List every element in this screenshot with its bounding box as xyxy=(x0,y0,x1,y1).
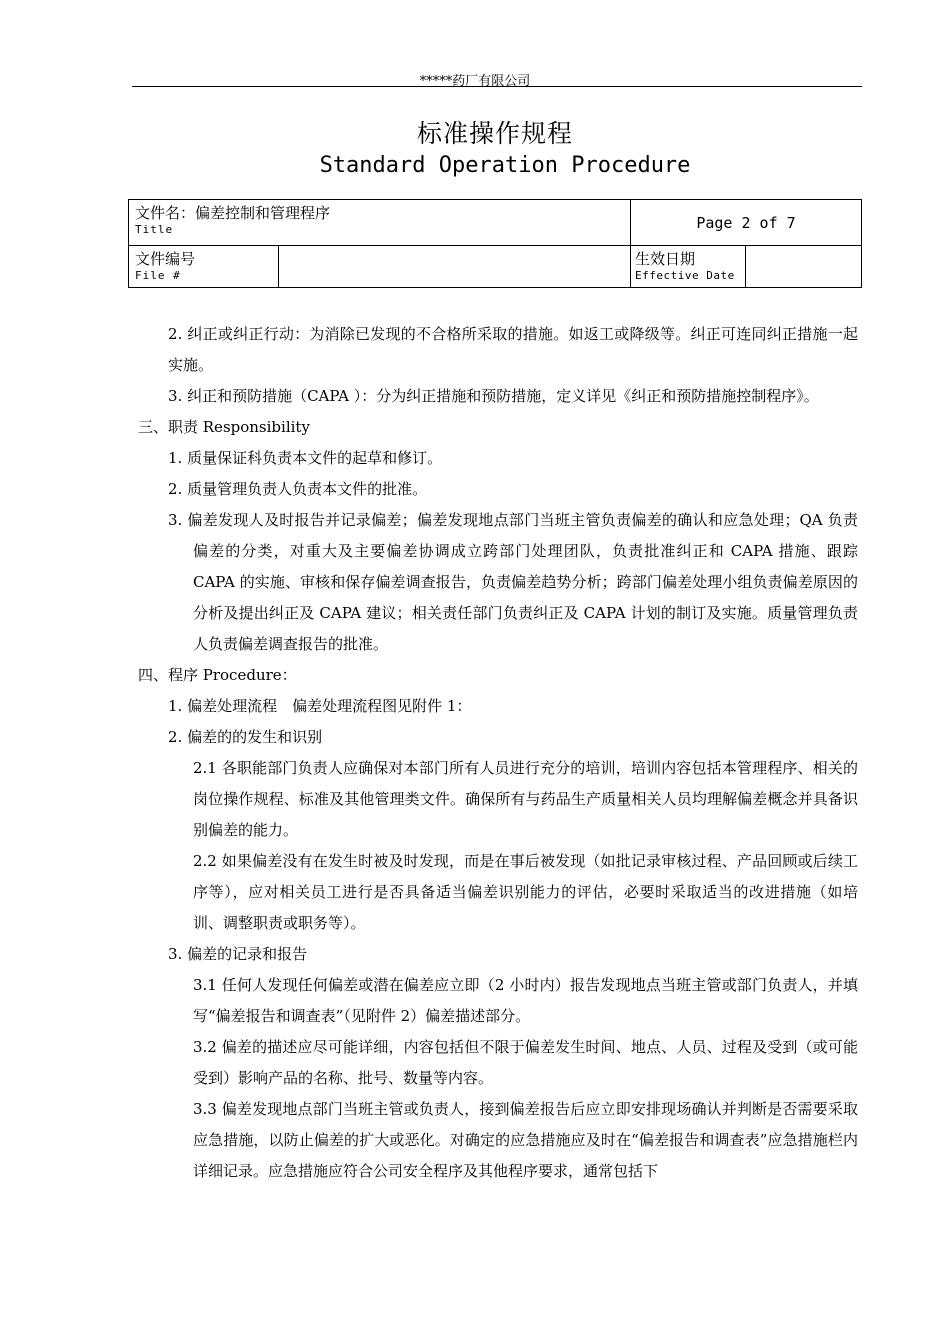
document-title-cn: 标准操作规程 xyxy=(416,119,573,148)
effective-date-en-label: Effective Date xyxy=(635,269,735,282)
document-meta-table xyxy=(128,199,862,288)
effective-date-cell xyxy=(631,246,746,288)
procedure-item-2: 2. 偏差的的发生和识别 xyxy=(168,728,323,746)
procedure-item-1: 1. 偏差处理流程 偏差处理流程图见附件 1： xyxy=(168,697,472,715)
company-name: *****药厂有限公司 xyxy=(419,74,531,89)
definition-capa: 3. 纠正和预防措施（CAPA ）：分为纠正措施和预防措施，定义详见《纠正和预防措施控制程序》。 xyxy=(168,387,819,405)
page-number: Page 2 of 7 xyxy=(631,200,862,246)
header-rule xyxy=(132,86,862,87)
procedure-item-3-3: 3.3 偏差发现地点部门当班主管或负责人，接到偏差报告后应立即安排现场确认并判断是否需要采取应急措施，以防止偏差的扩大或恶化。对确定的应急措施应及时在“偏差报告和调查表”应急措施栏内详细记录。应急措施应符合公司安全程序及其他程序要求，通常包括下 xyxy=(193,1100,858,1180)
procedure-item-3-2: 3.2 偏差的描述应尽可能详细，内容包括但不限于偏差发生时间、地点、人员、过程及受到（或可能受到）影响产品的名称、批号、数量等内容。 xyxy=(193,1038,858,1087)
procedure-item-2-2: 2.2 如果偏差没有在发生时被及时发现，而是在事后被发现（如批记录审核过程、产品回顾或后续工序等），应对相关员工进行是否具备适当偏差识别能力的评估，必要时采取适当的改进措施（如培训、调整职责或职务等）。 xyxy=(193,852,858,932)
effective-date-label: 生效日期 xyxy=(635,250,696,268)
document-title-en: Standard Operation Procedure xyxy=(319,153,691,178)
file-name-label: 文件名：偏差控制和管理程序 xyxy=(135,204,331,222)
title-label: Title xyxy=(135,223,174,236)
section-procedure-heading: 四、程序 Procedure： xyxy=(138,666,297,684)
responsibility-item-3: 3. 偏差发现人及时报告并记录偏差；偏差发现地点部门当班主管负责偏差的确认和应急处理；QA 负责偏差的分类，对重大及主要偏差协调成立跨部门处理团队，负责批准纠正和 CAPA 措施、跟踪 CAPA 的实施、审核和保存偏差调查报告，负责偏差趋势分析；跨部门偏差处理小组负责偏差原因的分析及提出纠正及 CAPA 建议；相关责任部门负责纠正及 CAPA 计划的制订及实施。质量管理负责人负责偏差调查报告的批准。 xyxy=(168,511,858,653)
file-name-cell xyxy=(129,200,631,246)
file-no-label: 文件编号 xyxy=(135,250,196,268)
responsibility-item-2: 2. 质量管理负责人负责本文件的批准。 xyxy=(168,480,428,498)
file-no-value xyxy=(279,246,631,288)
file-no-cell xyxy=(129,246,279,288)
file-no-en-label: File # xyxy=(135,269,181,282)
section-responsibility-heading: 三、职责 Responsibility xyxy=(138,418,310,436)
procedure-item-3: 3. 偏差的记录和报告 xyxy=(168,945,308,963)
definition-correction: 2. 纠正或纠正行动：为消除已发现的不合格所采取的措施。如返工或降级等。纠正可连同纠正措施一起实施。 xyxy=(168,325,858,374)
responsibility-item-1: 1. 质量保证科负责本文件的起草和修订。 xyxy=(168,449,443,467)
procedure-item-3-1: 3.1 任何人发现任何偏差或潜在偏差应立即（2 小时内）报告发现地点当班主管或部门负责人，并填写“偏差报告和调查表”（见附件 2）偏差描述部分。 xyxy=(193,976,858,1025)
effective-date-value xyxy=(746,246,862,288)
procedure-item-2-1: 2.1 各职能部门负责人应确保对本部门所有人员进行充分的培训，培训内容包括本管理程序、相关的岗位操作规程、标准及其他管理类文件。确保所有与药品生产质量相关人员均理解偏差概念并具备识别偏差的能力。 xyxy=(193,759,858,839)
